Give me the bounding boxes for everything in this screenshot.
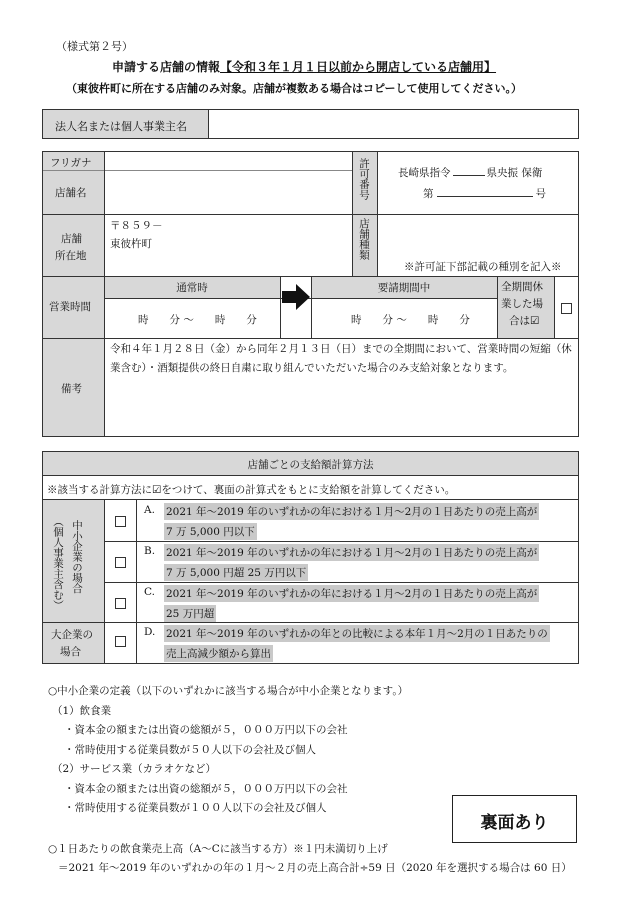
option-b-checkbox[interactable] — [115, 557, 126, 568]
option-d-key: D. — [144, 626, 156, 638]
remarks-text: 令和４年１月２８日（金）から同年２月１３日（日）までの全期間において、営業時間の短縮（休業含む）・酒類提供の終日自粛に取り組んでいただいた場合のみ支給対象となります。 — [110, 343, 572, 374]
furigana-label: フリガナ — [50, 157, 92, 169]
form-number: （様式第２号） — [56, 40, 133, 53]
permit-blank1[interactable] — [453, 175, 485, 176]
calc-table — [42, 451, 579, 664]
normal-label: 通常時 — [176, 282, 208, 294]
permit-blank2[interactable] — [437, 196, 533, 197]
daily-sales-formula: ＝2021 年～2019 年のいずれかの年の１月～２月の売上高合計÷59 日（2020 年を選択する場合は 60 日） — [58, 862, 572, 874]
normal-time[interactable]: 時 分 ～ 時 分 — [138, 314, 257, 326]
fullclose-line3: 合は☑ — [509, 315, 540, 327]
applicant-name-field[interactable] — [209, 110, 578, 138]
sme-sub-label: （個人事業主含む） — [52, 516, 64, 611]
option-c-line2: 25 万円超 — [164, 605, 216, 622]
large-label1: 大企業の — [51, 629, 93, 641]
permit-text3: 第 — [423, 188, 434, 200]
request-time[interactable]: 時 分 ～ 時 分 — [351, 314, 470, 326]
store-info-table — [42, 151, 579, 437]
address-label1: 店舗 — [61, 233, 82, 245]
sme-definition-title: ○中小企業の定義（以下のいずれかに該当する場合が中小企業となります。） — [48, 685, 409, 697]
furigana-field[interactable] — [105, 152, 352, 170]
large-label2: 場合 — [60, 646, 81, 658]
page-title — [112, 58, 496, 75]
def-service-capital: ・資本金の額または出資の総額が５，０００万円以下の会社 — [64, 783, 348, 795]
daily-sales-title: ○１日あたりの飲食業売上高（A～Cに該当する方）※１円未満切り上げ — [48, 843, 388, 855]
address-label2: 所在地 — [55, 250, 87, 262]
sme-label: 中小企業の場合 — [71, 520, 83, 594]
permit-label: 許可番号 — [358, 158, 370, 200]
option-b-line2: 7 万 5,000 円超 25 万円以下 — [164, 564, 308, 581]
arrow-right-icon — [282, 284, 310, 310]
permit-text2: 県央振 保衛 — [486, 167, 543, 179]
back-side-box — [452, 795, 577, 843]
request-label: 要請期間中 — [377, 282, 431, 294]
option-a-line1: 2021 年～2019 年のいずれかの年における１月～2月の１日あたりの売上高が — [164, 503, 539, 520]
option-c-line1: 2021 年～2019 年のいずれかの年における１月～2月の１日あたりの売上高が — [164, 585, 539, 602]
subtitle: （東彼杵町に所在する店舗のみ対象。店舗が複数ある場合はコピーして使用してください。） — [66, 82, 523, 95]
permit-line2 — [423, 186, 546, 201]
fullclose-line2: 業した場 — [501, 298, 543, 310]
def-food-capital: ・資本金の額または出資の総額が５，０００万円以下の会社 — [64, 724, 348, 736]
applicant-label: 法人名または個人事業主名 — [55, 120, 187, 133]
option-a-key: A. — [144, 504, 155, 516]
option-d-checkbox[interactable] — [115, 636, 126, 647]
store-type-note: ※許可証下部記載の種別を記入※ — [404, 261, 562, 273]
permit-text4: 号 — [535, 188, 546, 200]
store-name-field[interactable] — [105, 171, 352, 214]
option-d-line2: 売上高減少額から算出 — [164, 645, 273, 662]
back-side-label: 裏面あり — [480, 813, 549, 833]
calc-title: 店舗ごとの支給額計算方法 — [247, 459, 374, 471]
def-food: （1）飲食業 — [52, 705, 112, 717]
postal-code[interactable]: 〒８５９－ — [110, 220, 163, 232]
option-c-checkbox[interactable] — [115, 598, 126, 609]
store-name-label: 店舗名 — [55, 187, 87, 199]
option-d-line1: 2021 年～2019 年のいずれかの年との比較による本年１月～2月の１日あたりの — [164, 625, 550, 642]
permit-text1: 長崎県指令 — [398, 167, 451, 179]
title-main: 申請する店舗の情報 — [112, 60, 221, 74]
option-c-key: C. — [144, 586, 155, 598]
def-service-employees: ・常時使用する従業員数が１００人以下の会社及び個人 — [64, 802, 327, 814]
town-name[interactable]: 東彼杵町 — [110, 238, 152, 250]
hours-label: 営業時間 — [49, 301, 91, 313]
def-service: （2）サービス業（カラオケなど） — [52, 763, 216, 775]
option-a-checkbox[interactable] — [115, 516, 126, 527]
applicant-row — [42, 109, 579, 139]
store-type-label: 店舗種類 — [358, 218, 370, 260]
title-bracket: 【令和３年１月１日以前から開店している店舗用】 — [220, 60, 497, 74]
def-food-employees: ・常時使用する従業員数が５０人以下の会社及び個人 — [64, 744, 316, 756]
option-b-key: B. — [144, 545, 156, 557]
remarks-label: 備考 — [61, 383, 82, 395]
fullclose-label — [501, 279, 543, 330]
option-a-line2: 7 万 5,000 円以下 — [164, 523, 257, 540]
fullclose-line1: 全期間休 — [501, 281, 543, 293]
option-b-line1: 2021 年～2019 年のいずれかの年における１月～2月の１日あたりの売上高が — [164, 544, 539, 561]
fullclose-checkbox[interactable] — [561, 303, 572, 314]
calc-note: ※該当する計算方法に☑をつけて、裏面の計算式をもとに支給額を計算してください。 — [47, 484, 456, 496]
permit-line1 — [398, 165, 542, 180]
